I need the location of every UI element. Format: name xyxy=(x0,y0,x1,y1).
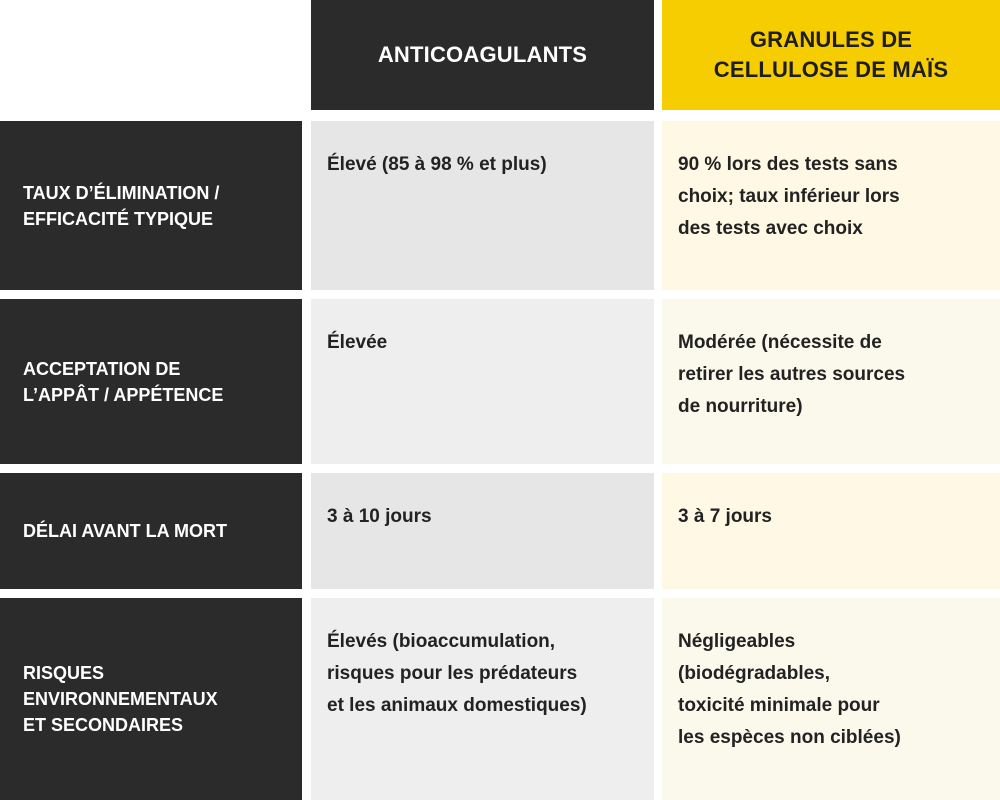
row-header-bait-acceptance-label: ACCEPTATION DE L’APPÂT / APPÉTENCE xyxy=(23,358,224,405)
row-header-elimination-rate xyxy=(0,121,302,290)
cell-granules-time-to-death: 3 à 7 jours xyxy=(662,473,1000,589)
row-header-elimination-rate-label: TAUX D’ÉLIMINATION / EFFICACITÉ TYPIQUE xyxy=(23,182,220,229)
cell-anticoagulants-time-to-death: 3 à 10 jours xyxy=(311,473,654,589)
row-header-time-to-death xyxy=(0,473,302,589)
column-header-granules xyxy=(662,0,1000,110)
column-header-granules-label: GRANULES DE CELLULOSE DE MAÏS xyxy=(713,27,949,82)
row-header-time-to-death-label: DÉLAI AVANT LA MORT xyxy=(23,521,227,541)
cell-granules-bait-acceptance: Modérée (nécessite de retirer les autres sources de nourriture) xyxy=(662,299,1000,464)
cell-anticoagulants-environmental-risks: Élevés (bioaccumulation, risques pour les prédateurs et les animaux domestiques) xyxy=(311,598,654,800)
cell-granules-elimination-rate: 90 % lors des tests sans choix; taux inférieur lors des tests avec choix xyxy=(662,121,1000,290)
cell-anticoagulants-bait-acceptance: Élevée xyxy=(311,299,654,464)
row-header-environmental-risks-label: RISQUES ENVIRONNEMENTAUX ET SECONDAIRES xyxy=(23,663,218,735)
column-header-anticoagulants xyxy=(311,0,654,110)
cell-granules-environmental-risks: Négligeables (biodégradables, toxicité minimale pour les espèces non ciblées) xyxy=(662,598,1000,800)
cell-anticoagulants-elimination-rate: Élevé (85 à 98 % et plus) xyxy=(311,121,654,290)
column-header-anticoagulants-label: ANTICOAGULANTS xyxy=(377,42,588,67)
row-header-bait-acceptance xyxy=(0,299,302,464)
row-header-environmental-risks xyxy=(0,598,302,800)
